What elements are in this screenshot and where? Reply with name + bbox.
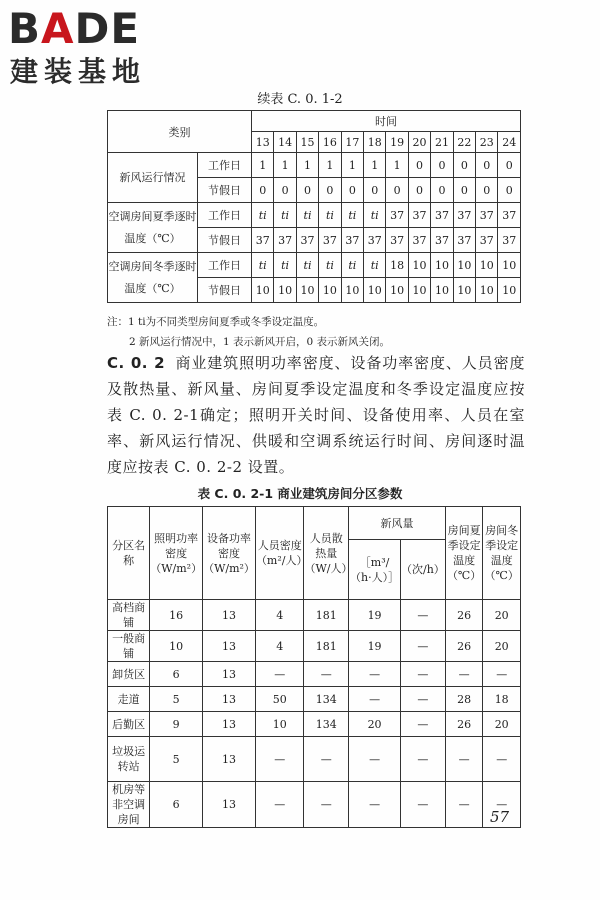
hour-cell: 14 — [274, 132, 296, 153]
value-cell: — — [483, 782, 521, 828]
value-cell: 6 — [150, 782, 203, 828]
value-cell: 9 — [150, 712, 203, 737]
value-cell: 0 — [408, 153, 430, 178]
value-cell: 10 — [498, 278, 521, 303]
table-row — [108, 687, 521, 712]
value-cell: ti — [319, 203, 341, 228]
zone-name: 卸货区 — [108, 662, 150, 687]
table-row — [108, 600, 521, 631]
value-cell: 20 — [483, 600, 521, 631]
table2-body — [108, 600, 521, 828]
value-cell: 10 — [296, 278, 318, 303]
table1-caption: 续表 C. 0. 1-2 — [257, 92, 343, 107]
value-cell: 0 — [341, 178, 363, 203]
value-cell: 134 — [304, 687, 349, 712]
value-cell: 20 — [483, 712, 521, 737]
value-cell: 50 — [255, 687, 304, 712]
day-type: 节假日 — [198, 228, 252, 253]
group-name: 空调房间冬季逐时温度（℃） — [108, 253, 198, 303]
value-cell: 0 — [498, 178, 521, 203]
value-cell: 10 — [341, 278, 363, 303]
value-cell: 0 — [386, 178, 408, 203]
value-cell: 37 — [274, 228, 296, 253]
value-cell: 13 — [203, 687, 256, 712]
group-name: 空调房间夏季逐时温度（℃） — [108, 203, 198, 253]
value-cell: ti — [364, 253, 386, 278]
table-continued-c012 — [107, 110, 521, 303]
value-cell: 37 — [319, 228, 341, 253]
value-cell: ti — [296, 253, 318, 278]
value-cell: — — [445, 782, 483, 828]
h-lighting: 照明功率密度（W/m²） — [150, 507, 203, 600]
value-cell: 37 — [453, 228, 475, 253]
value-cell: 37 — [431, 228, 453, 253]
value-cell: 37 — [453, 203, 475, 228]
value-cell: 37 — [431, 203, 453, 228]
value-cell: 4 — [255, 631, 304, 662]
group-name: 新风运行情况 — [108, 153, 198, 203]
table-row — [108, 203, 521, 228]
value-cell: 19 — [349, 631, 401, 662]
value-cell: 26 — [445, 631, 483, 662]
value-cell: — — [304, 737, 349, 782]
zone-name: 一般商铺 — [108, 631, 150, 662]
value-cell: 10 — [498, 253, 521, 278]
note-1: 注：1 ti为不同类型房间夏季或冬季设定温度。 — [107, 316, 325, 328]
value-cell: — — [445, 662, 483, 687]
value-cell: ti — [274, 253, 296, 278]
value-cell: — — [255, 737, 304, 782]
value-cell: 0 — [431, 178, 453, 203]
value-cell: 1 — [274, 153, 296, 178]
value-cell: 0 — [453, 178, 475, 203]
table2-caption: 表 C. 0. 2-1 商业建筑房间分区参数 — [197, 486, 403, 501]
table-row — [108, 631, 521, 662]
value-cell: — — [349, 737, 401, 782]
value-cell: 0 — [296, 178, 318, 203]
value-cell: 10 — [364, 278, 386, 303]
value-cell: 10 — [408, 253, 430, 278]
value-cell: — — [483, 662, 521, 687]
value-cell: 10 — [252, 278, 274, 303]
table-row — [108, 253, 521, 278]
clause-c02 — [107, 350, 525, 480]
value-cell: 37 — [498, 203, 521, 228]
value-cell: 10 — [150, 631, 203, 662]
value-cell: 26 — [445, 712, 483, 737]
value-cell: 37 — [252, 228, 274, 253]
value-cell: 10 — [453, 278, 475, 303]
value-cell: 16 — [150, 600, 203, 631]
value-cell: 13 — [203, 631, 256, 662]
value-cell: — — [401, 782, 446, 828]
value-cell: 0 — [319, 178, 341, 203]
value-cell: 26 — [445, 600, 483, 631]
value-cell: 1 — [341, 153, 363, 178]
value-cell: 37 — [476, 228, 498, 253]
value-cell: — — [304, 782, 349, 828]
table-c021 — [107, 506, 521, 828]
day-type: 工作日 — [198, 253, 252, 278]
value-cell: 134 — [304, 712, 349, 737]
zone-name: 垃圾运转站 — [108, 737, 150, 782]
zone-name: 机房等非空调房间 — [108, 782, 150, 828]
day-type: 节假日 — [198, 178, 252, 203]
value-cell: ti — [319, 253, 341, 278]
value-cell: 10 — [453, 253, 475, 278]
value-cell: 5 — [150, 737, 203, 782]
table1-body — [108, 153, 521, 303]
h-zone: 分区名称 — [108, 507, 150, 600]
value-cell: 20 — [483, 631, 521, 662]
header-time: 时间 — [252, 111, 521, 132]
hour-cell: 24 — [498, 132, 521, 153]
value-cell: 37 — [296, 228, 318, 253]
value-cell: 13 — [203, 737, 256, 782]
hour-cell: 18 — [364, 132, 386, 153]
value-cell: 13 — [203, 782, 256, 828]
value-cell: — — [401, 712, 446, 737]
value-cell: ti — [364, 203, 386, 228]
hour-cell: 13 — [252, 132, 274, 153]
value-cell: 10 — [476, 253, 498, 278]
header-category: 类别 — [108, 111, 252, 153]
value-cell: 37 — [364, 228, 386, 253]
value-cell: 37 — [408, 203, 430, 228]
value-cell: — — [401, 631, 446, 662]
h-winter: 房间冬季设定温度（℃） — [483, 507, 521, 600]
hour-cell: 19 — [386, 132, 408, 153]
table-row — [108, 712, 521, 737]
value-cell: 5 — [150, 687, 203, 712]
page-number: 57 — [490, 808, 510, 826]
value-cell: 10 — [476, 278, 498, 303]
value-cell: 4 — [255, 600, 304, 631]
h-equipment: 设备功率密度（W/m²） — [203, 507, 256, 600]
value-cell: 37 — [386, 203, 408, 228]
h-fresh-air: 新风量 — [349, 507, 446, 540]
value-cell: 181 — [304, 631, 349, 662]
h-summer: 房间夏季设定温度（℃） — [445, 507, 483, 600]
h-fresh-air-unit2: （次/h） — [401, 540, 446, 600]
value-cell: — — [349, 662, 401, 687]
value-cell: 181 — [304, 600, 349, 631]
value-cell: ti — [252, 253, 274, 278]
value-cell: 1 — [364, 153, 386, 178]
table-row — [108, 153, 521, 178]
table1-notes — [107, 312, 390, 352]
value-cell: 13 — [203, 662, 256, 687]
value-cell: 19 — [349, 600, 401, 631]
hour-cell: 21 — [431, 132, 453, 153]
h-heat: 人员散热量（W/人） — [304, 507, 349, 600]
value-cell: 1 — [296, 153, 318, 178]
clause-number: C. 0. 2 — [107, 354, 166, 372]
value-cell: 1 — [319, 153, 341, 178]
value-cell: 37 — [341, 228, 363, 253]
value-cell: — — [401, 600, 446, 631]
value-cell: 10 — [431, 278, 453, 303]
h-fresh-air-unit1: ［m³/（h·人）］ — [349, 540, 401, 600]
value-cell: 10 — [255, 712, 304, 737]
value-cell: 37 — [476, 203, 498, 228]
hour-cell: 23 — [476, 132, 498, 153]
value-cell: 0 — [476, 178, 498, 203]
value-cell: — — [483, 737, 521, 782]
hour-cell: 22 — [453, 132, 475, 153]
day-type: 工作日 — [198, 203, 252, 228]
value-cell: 37 — [408, 228, 430, 253]
value-cell: — — [304, 662, 349, 687]
table-row — [108, 737, 521, 782]
value-cell: 28 — [445, 687, 483, 712]
value-cell: 0 — [408, 178, 430, 203]
hour-cell: 17 — [341, 132, 363, 153]
value-cell: 13 — [203, 712, 256, 737]
value-cell: 6 — [150, 662, 203, 687]
value-cell: 0 — [364, 178, 386, 203]
value-cell: ti — [296, 203, 318, 228]
value-cell: — — [349, 687, 401, 712]
value-cell: 10 — [431, 253, 453, 278]
hour-cell: 16 — [319, 132, 341, 153]
logo — [8, 6, 178, 88]
value-cell: 0 — [431, 153, 453, 178]
zone-name: 走道 — [108, 687, 150, 712]
value-cell: 0 — [453, 153, 475, 178]
value-cell: 18 — [483, 687, 521, 712]
table-row — [108, 662, 521, 687]
hour-cell: 20 — [408, 132, 430, 153]
value-cell: ti — [341, 253, 363, 278]
value-cell: — — [255, 782, 304, 828]
zone-name: 后勤区 — [108, 712, 150, 737]
zone-name: 高档商铺 — [108, 600, 150, 631]
value-cell: 37 — [386, 228, 408, 253]
value-cell: — — [401, 687, 446, 712]
day-type: 节假日 — [198, 278, 252, 303]
value-cell: 0 — [498, 153, 521, 178]
day-type: 工作日 — [198, 153, 252, 178]
value-cell: 10 — [274, 278, 296, 303]
value-cell: 20 — [349, 712, 401, 737]
value-cell: 1 — [386, 153, 408, 178]
value-cell: 0 — [476, 153, 498, 178]
value-cell: — — [401, 737, 446, 782]
value-cell: 0 — [274, 178, 296, 203]
value-cell: ti — [252, 203, 274, 228]
value-cell: 0 — [252, 178, 274, 203]
value-cell: 1 — [252, 153, 274, 178]
h-density: 人员密度（m²/人） — [255, 507, 304, 600]
logo-subtitle: 建装基地 — [10, 55, 147, 88]
value-cell: 37 — [498, 228, 521, 253]
value-cell: — — [349, 782, 401, 828]
clause-text: 商业建筑照明功率密度、设备功率密度、人员密度及散热量、新风量、房间夏季设定温度和冬季设定温度应按表 C. 0. 2-1确定；照明开关时间、设备使用率、人员在室率、新风运行情况、供暖和空调系统运行时间、房间逐时温度应按表 C. 0. 2-2 设置。 — [107, 354, 525, 476]
logo-wordmark: BADE — [8, 4, 141, 53]
value-cell: — — [445, 737, 483, 782]
hour-cell: 15 — [296, 132, 318, 153]
note-2: 2 新风运行情况中，1 表示新风开启，0 表示新风关闭。 — [129, 336, 391, 348]
value-cell: ti — [274, 203, 296, 228]
value-cell: 18 — [386, 253, 408, 278]
value-cell: 10 — [408, 278, 430, 303]
value-cell: 10 — [319, 278, 341, 303]
value-cell: 13 — [203, 600, 256, 631]
table-row — [108, 782, 521, 828]
value-cell: — — [401, 662, 446, 687]
value-cell: ti — [341, 203, 363, 228]
value-cell: 10 — [386, 278, 408, 303]
value-cell: — — [255, 662, 304, 687]
